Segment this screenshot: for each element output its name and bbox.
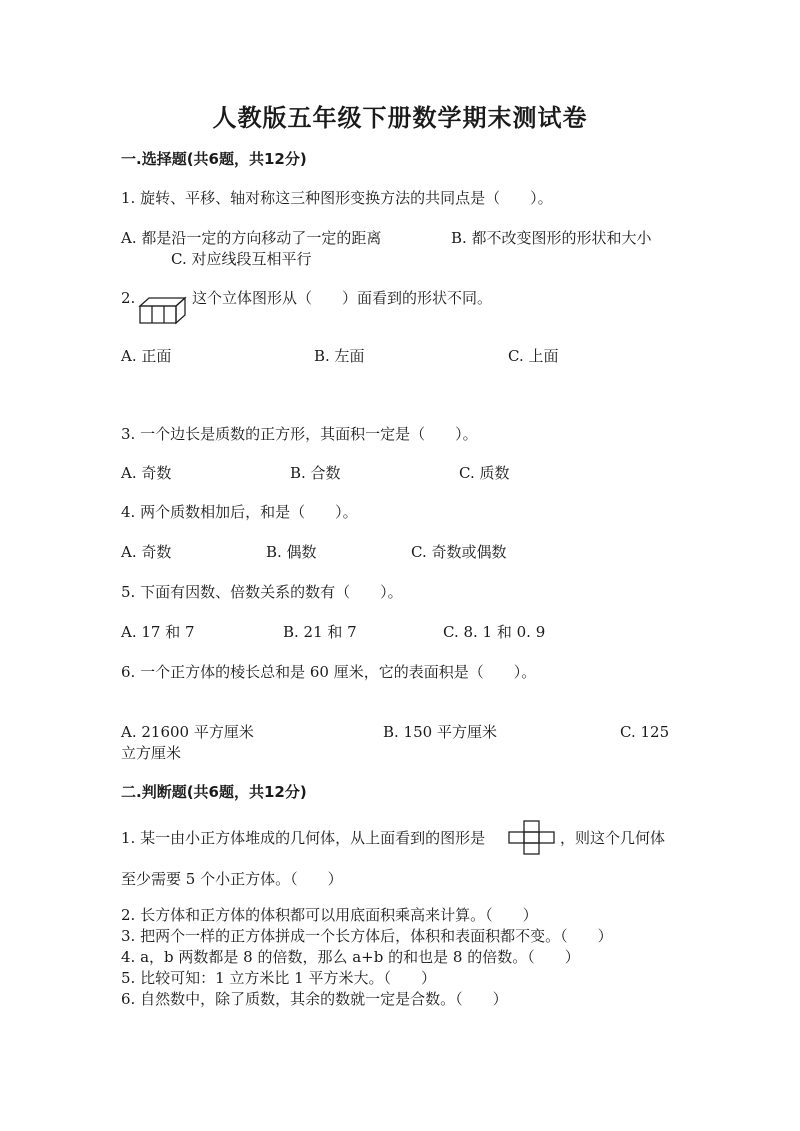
top-view-cross-figure-icon xyxy=(508,820,556,856)
question-4-option-a: A. 奇数 xyxy=(121,543,172,561)
question-1-option-b: B. 都不改变图形的形状和大小 xyxy=(451,229,652,247)
question-6-stem: 6. 一个正方体的棱长总和是 60 厘米，它的表面积是（ ）。 xyxy=(121,663,537,681)
question-2-option-c: C. 上面 xyxy=(508,347,559,365)
question-1-option-c: C. 对应线段互相平行 xyxy=(171,250,312,268)
question-5-option-b: B. 21 和 7 xyxy=(283,623,357,641)
judgment-5-stem: 5. 比较可知：1 立方米比 1 平方米大。（ ） xyxy=(121,969,436,987)
question-6-option-b: B. 150 平方厘米 xyxy=(383,723,497,741)
question-2-option-b: B. 左面 xyxy=(314,347,365,365)
question-3-option-a: A. 奇数 xyxy=(121,464,172,482)
question-2-option-a: A. 正面 xyxy=(121,347,172,365)
judgment-2-stem: 2. 长方体和正方体的体积都可以用底面积乘高来计算。（ ） xyxy=(121,906,538,924)
question-1-option-a: A. 都是沿一定的方向移动了一定的距离 xyxy=(121,229,382,247)
question-6-option-c: C. 125 xyxy=(620,723,670,741)
question-5-option-c: C. 8. 1 和 0. 9 xyxy=(443,623,546,641)
question-3-option-c: C. 质数 xyxy=(459,464,510,482)
question-6-option-c-unit: 立方厘米 xyxy=(121,744,182,762)
judgment-1-stem-line2: 至少需要 5 个小正方体。（ ） xyxy=(121,870,343,888)
question-5-stem: 5. 下面有因数、倍数关系的数有（ ）。 xyxy=(121,583,403,601)
judgment-1-stem-part1: 1. 某一由小正方体堆成的几何体，从上面看到的图形是 xyxy=(121,829,486,847)
page-title: 人教版五年级下册数学期末测试卷 xyxy=(212,104,588,132)
question-4-option-b: B. 偶数 xyxy=(266,543,317,561)
question-2-number: 2. xyxy=(121,289,136,307)
question-5-option-a: A. 17 和 7 xyxy=(121,623,195,641)
judgment-6-stem: 6. 自然数中，除了质数，其余的数就一定是合数。（ ） xyxy=(121,990,508,1008)
question-4-option-c: C. 奇数或偶数 xyxy=(411,543,507,561)
question-3-option-b: B. 合数 xyxy=(290,464,341,482)
cuboid-figure-icon xyxy=(138,296,190,326)
question-3-stem: 3. 一个边长是质数的正方形，其面积一定是（ ）。 xyxy=(121,425,478,443)
question-2-stem: 这个立体图形从（ ）面看到的形状不同。 xyxy=(192,289,493,307)
judgment-3-stem: 3. 把两个一样的正方体拼成一个长方体后，体积和表面积都不变。（ ） xyxy=(121,927,613,945)
section-heading-judgment: 二.判断题(共6题，共12分) xyxy=(121,783,307,801)
question-4-stem: 4. 两个质数相加后，和是（ ）。 xyxy=(121,503,358,521)
judgment-4-stem: 4. a，b 两数都是 8 的倍数，那么 a+b 的和也是 8 的倍数。（ ） xyxy=(121,948,580,966)
section-heading-choice: 一.选择题(共6题，共12分) xyxy=(121,150,307,168)
question-1-stem: 1. 旋转、平移、轴对称这三种图形变换方法的共同点是（ ）。 xyxy=(121,189,553,207)
judgment-1-stem-part2: ，则这个几何体 xyxy=(560,829,666,847)
question-6-option-a: A. 21600 平方厘米 xyxy=(121,723,254,741)
